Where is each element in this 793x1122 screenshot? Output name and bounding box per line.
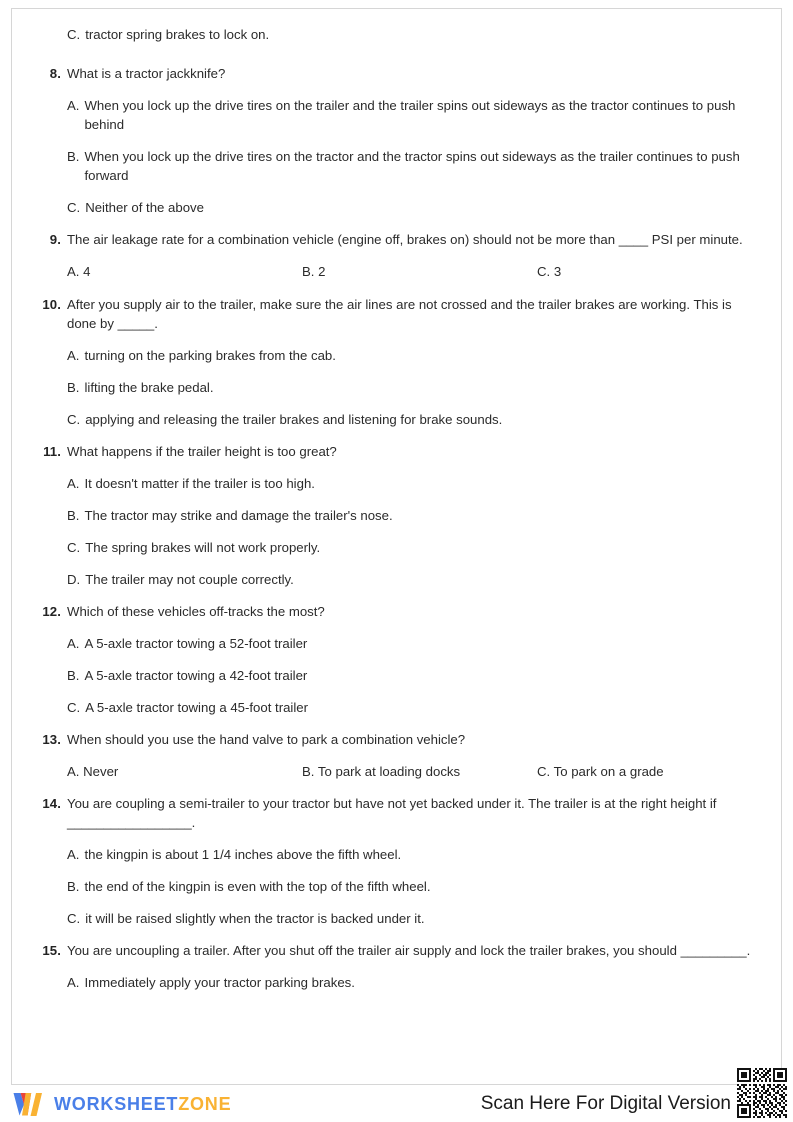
list-item (34, 346, 759, 365)
option-text: 2 (318, 264, 326, 279)
question-15 (34, 941, 759, 960)
question-12 (34, 602, 759, 621)
option-letter: B. (302, 264, 319, 279)
question-text: What happens if the trailer height is too great? (67, 444, 337, 459)
list-item (34, 198, 759, 217)
page-footer (0, 1085, 793, 1122)
worksheet-content-frame (11, 8, 782, 1085)
list-item (34, 410, 759, 429)
option-text: To park on a grade (553, 764, 664, 779)
option-text: A 5-axle tractor towing a 42-foot trailer (84, 668, 308, 683)
option-text: 3 (553, 264, 562, 279)
question-number: 13. (42, 732, 61, 747)
list-item (537, 762, 759, 781)
option-text: lifting the brake pedal. (84, 380, 214, 395)
question-number: 10. (42, 297, 61, 312)
list-item (302, 762, 537, 781)
option-letter: A. (67, 764, 84, 779)
list-item (302, 262, 537, 281)
option-letter: C. (67, 412, 81, 427)
worksheet-zone-w-mark (12, 1091, 46, 1118)
list-item (34, 877, 759, 896)
option-row (34, 762, 759, 781)
option-text: The tractor may strike and damage the trailer's nose. (84, 508, 393, 523)
option-letter: A. (67, 847, 80, 862)
list-item (67, 762, 302, 781)
option-text: Never (83, 764, 119, 779)
option-text: Neither of the above (85, 200, 204, 215)
list-item (34, 474, 759, 493)
option-letter: C. (537, 764, 554, 779)
question-text: You are coupling a semi-trailer to your tractor but have not yet backed under it. The trailer is at the right height if _________________. (67, 796, 717, 830)
question-number: 9. (49, 232, 61, 247)
option-text: When you lock up the drive tires on the trailer and the trailer spins out sideways as the tractor continues to push behind (84, 98, 736, 132)
option-text: A 5-axle tractor towing a 45-foot trailer (85, 700, 309, 715)
option-letter: C. (67, 700, 81, 715)
option-text: To park at loading docks (317, 764, 461, 779)
option-letter: A. (67, 975, 80, 990)
option-text: A 5-axle tractor towing a 52-foot trailer (84, 636, 308, 651)
option-text: the end of the kingpin is even with the top of the fifth wheel. (84, 879, 431, 894)
option-text: It doesn't matter if the trailer is too high. (84, 476, 315, 491)
option-letter: B. (67, 668, 80, 683)
option-text: it will be raised slightly when the tractor is backed under it. (85, 911, 425, 926)
question-number: 8. (49, 66, 61, 81)
option-letter: B. (302, 764, 318, 779)
question-number: 14. (42, 796, 61, 811)
option-letter: A. (67, 264, 84, 279)
option-row (34, 262, 759, 281)
question-13 (34, 730, 759, 749)
option-text: Immediately apply your tractor parking brakes. (84, 975, 355, 990)
question-text: What is a tractor jackknife? (67, 66, 226, 81)
logo-wordmark (54, 1094, 231, 1115)
option-letter: B. (67, 508, 80, 523)
option-text: 4 (83, 264, 91, 279)
list-item (34, 25, 759, 44)
option-letter: D. (67, 572, 81, 587)
question-11 (34, 442, 759, 461)
logo-word-one: WORKSHEET (54, 1093, 179, 1114)
list-item (34, 378, 759, 397)
list-item (34, 506, 759, 525)
list-item (67, 262, 302, 281)
list-item (34, 570, 759, 589)
option-letter: A. (67, 636, 80, 651)
option-letter: C. (67, 540, 81, 555)
question-9 (34, 230, 759, 249)
logo-word-two: ZONE (178, 1093, 232, 1114)
option-letter: B. (67, 149, 80, 164)
option-letter: A. (67, 476, 80, 491)
question-number: 12. (42, 604, 61, 619)
option-text: The trailer may not couple correctly. (85, 572, 294, 587)
option-letter: A. (67, 348, 80, 363)
question-text: After you supply air to the trailer, make sure the air lines are not crossed and the trailer brakes are working. This is done by _____. (67, 297, 732, 331)
list-item (34, 845, 759, 864)
option-letter: B. (67, 879, 80, 894)
qr-code-icon[interactable] (737, 1068, 787, 1118)
question-text: The air leakage rate for a combination vehicle (engine off, brakes on) should not be more than ____ PSI per minute. (67, 232, 743, 247)
option-letter: C. (537, 264, 554, 279)
option-letter: A. (67, 98, 80, 113)
option-text: When you lock up the drive tires on the tractor and the tractor spins out sideways as the trailer continues to push forward (84, 149, 740, 183)
question-number: 11. (43, 444, 61, 459)
question-14 (34, 794, 759, 832)
list-item (34, 909, 759, 928)
option-text: tractor spring brakes to lock on. (85, 27, 270, 42)
list-item (34, 666, 759, 685)
list-item (537, 262, 759, 281)
question-number: 15. (42, 943, 61, 958)
option-text: turning on the parking brakes from the cab. (84, 348, 336, 363)
list-item (34, 698, 759, 717)
question-text: You are uncoupling a trailer. After you shut off the trailer air supply and lock the trailer brakes, you should _________. (67, 943, 751, 958)
option-text: The spring brakes will not work properly. (85, 540, 321, 555)
question-list (12, 9, 781, 1005)
question-10 (34, 295, 759, 333)
option-text: the kingpin is about 1 1/4 inches above the fifth wheel. (84, 847, 402, 862)
question-text: Which of these vehicles off-tracks the most? (67, 604, 325, 619)
option-letter: C. (67, 911, 81, 926)
question-text: When should you use the hand valve to park a combination vehicle? (67, 732, 466, 747)
option-letter: C. (67, 27, 81, 42)
worksheet-zone-logo[interactable] (12, 1089, 231, 1119)
option-letter: C. (67, 200, 81, 215)
list-item (34, 634, 759, 653)
scan-prompt-text: Scan Here For Digital Version (480, 1093, 731, 1114)
list-item (34, 973, 759, 992)
option-text: applying and releasing the trailer brakes and listening for brake sounds. (85, 412, 503, 427)
list-item (34, 96, 759, 134)
list-item (34, 538, 759, 557)
question-8 (34, 64, 759, 83)
option-letter: B. (67, 380, 80, 395)
list-item (34, 147, 759, 185)
